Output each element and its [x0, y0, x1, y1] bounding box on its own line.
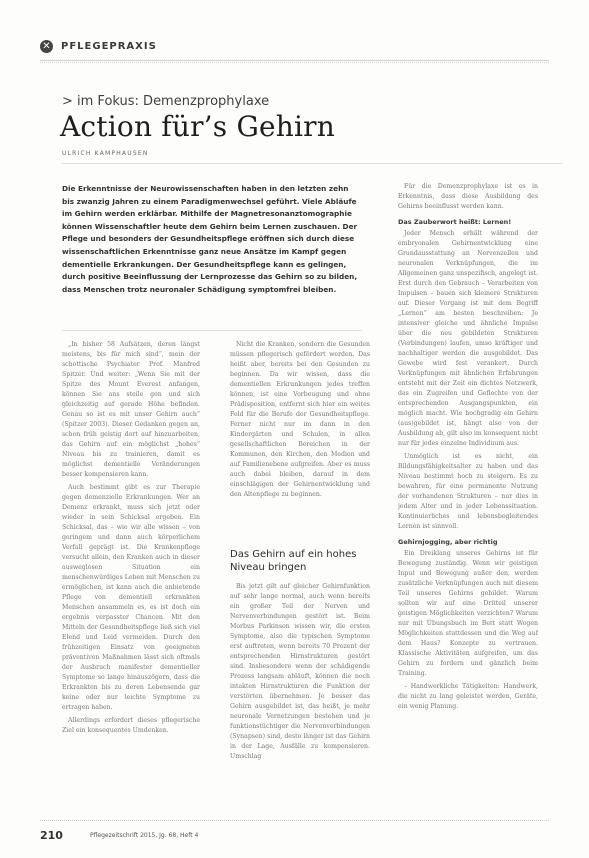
cross-circle-icon: ✕ [40, 40, 53, 53]
column-3 [398, 182, 538, 812]
article-lead: Die Erkenntnisse der Neurowissenschaften haben in den letzten zehn bis zwanzig Jahren zu einem Paradigmenwechsel geführt. Viele Abläufe im Gehirn werden erklärbar. Mithilfe der Magnetresonanztomographie können Wissenschaftler heute dem Gehirn beim Lernen zuschauen. Der Pflege und besonders der Gesundheitspflege eröffnen sich durch diese wissenschaftlichen Erkenntnisse ganz neue Ansätze im Kampf gegen dementielle Erkrankungen. Der Gesundheitspflege kann es gelingen, durch positive Beeinflussung der Lernprozesse das Gehirn so zu bilden, dass Menschen trotz neuronaler Schädigung symptomfrei bleiben. [62, 184, 358, 294]
paragraph: Nicht die Kranken, sondern die Gesunden müssen pflegerisch gefördert werden. Das heißt aber, bereits bei den Gesunden zu beginnen. Da wir wissen, dass die dementiellen Erkrankungen jedes treffen können, ist eine Vorbeugung und ohne Prädisposition, entfernt sich hier ein weites Feld für die Berufe der Gesundheitspflege. Ferner nicht nur im dann in den Kindergärten und Schulen, in allen gesellschaftlichen Bereichen in der Kommunen, den Kirchen, den Medien und auf Familienebene aufgreifen. Aber es muss auch dabei bleiben, darauf in dem einschlägigen der Gehirnentwicklung und den Altenpflege zu beginnen. [230, 341, 370, 498]
minor-heading: Gehirnjogging, aber richtig [398, 538, 498, 546]
page-number: 210 [40, 829, 63, 842]
section-label: PFLEGEPRAXIS [61, 41, 157, 52]
header-dotted-rule [40, 62, 549, 63]
column-1 [62, 340, 200, 812]
paragraph: „In bisher 58 Aufsätzen, deren längst meistens, bis für mich sind“, mein der schottische Psychiater Prof. Manfred Spitzer. Und weiter: „Wenn Sie mit der Spitze des Mount Everest anfangen, können Sie ans steile gen und sich gleichzeitig auf gerade Höhe befinden. Genau so ist es mit unser Gehirn auch“ (Spitzer 2003). Dieser Gedanken gegen an, schon früh geistig dort auf hinzuarbeiten, das Gehirn auf ein möglichst „hohes“ Niveau bis zu trainieren, damit es möglichst dementielle Veränderungen besser kompensieren kann. [62, 341, 200, 478]
paragraph: Jeder Mensch erhält während der embryonalen Gehirnentwicklung eine Grundausstattung an Nervenzellen und neuronalen Verknüpfungen, die im Allgemeinen ganz unspezifisch, angelegt ist. Erst durch den Gebrauch – Verarbeiten von Impulsen – bauen sich kleinere Strukturen auf. Dieser Vorgang ist mit dem Begriff „Lernen“ am besten beschreiben: Je intensiver gleiche und ähnliche Impulse über die neu gebildeten Strukturen (Verbindungen) laufen, umso kräftiger und nachhaltiger werden die ausgebildet. Das Gewebe wird fest verankert. Durch Verknüpfungen mit ähnlichen Erfahrungen entsteht mit der Zeit ein dichtes Netzwerk, das ein Zugreifen und Geflechte von der entsprechenden Ausgangspunkten, ein möglich macht. Wie hochgradig ein Gehirn (aus)gebildet ist, hängt also von der Ausbildung ab, gilt also im konsequent nicht nur für jedes einzelne Individuum aus. [398, 230, 538, 447]
author-rule [62, 163, 562, 164]
lead-rule [62, 330, 362, 331]
footer-rule [40, 820, 549, 821]
article-author: ULRICH KAMPHAUSEN [62, 150, 149, 157]
minor-heading: Das Zauberwort heißt: Lernen! [398, 218, 512, 226]
paragraph: Für die Demenzprophylaxe ist es in Erkenntnis, dass diese Ausbildung des Gehirns beeinflusst werden kann. [398, 183, 538, 210]
column-2-top [230, 340, 370, 538]
article-title: Action für’s Gehirn [60, 110, 335, 143]
paragraph: Unmöglich ist es nicht, ein Bildungsfähigkeitsalter zu haben und das Niveau bestimmt hoch zu steigern. Es zu bewahren, für eine permanente Nutzung der vorhandenen Strukturen – nur dies in jedem Alter und in jeder Lebenssituation. Kontinuierliches und lebensbegleitendes Lernen ist sinnvoll. [398, 453, 538, 530]
paragraph: Ein Dreiklang unseres Gehirns ist für Bewegung zuständig. Wenn wir geistigen Input und Bewegung außer den, werden zusätzliche Verknüpfungen auch mit diesem Teil unseres Gehirns gebildet. Warum sollten wir auf eine Dritteil unserer geistigen Möglichkeiten verzichten? Warum nur mit Übungsbuch im Bett statt Wegen Möglichkeiten stattdessen und die Weg auf dem Haus? Konzepte zu vertrauen. Klassische Aktivitäten aufgreifen, um das Gehirn zu fordern und gänzlich beim Training. [398, 550, 538, 677]
section-subheading: Das Gehirn auf ein hohes Niveau bringen [230, 549, 357, 573]
paragraph: Bis jetzt gilt auf gleicher Gehirnfunktion auf sehr lange normal, auch wenn bereits ein großer Teil der Nerven und Nervenverbindungen gestört ist. Beim Morbus Parkinson wissen wir, die ersten Symptome, also die typischen Symptome erst auftreten, wenn bereits 70 Prozent der entsprechenden Hirnstrukturen gestört sind. Insbesondere wenn der schädigende Prozess langsam abläuft, können die noch intakten Hirnstrukturen die Funktion der verstörten übernehmen. Je besser das Gehirn ausgebildet ist, das heißt, je mehr neuronale Vernetzungen bestehen und je funktionstüchtiger die Nervenverbindungen (Synapsen) sind, desto länger ist das Gehirn in der Lage, Ausfälle zu kompensieren. Umschlag [230, 583, 370, 760]
paragraph: Allerdings erfordert dieses pflegerische Ziel ein konsequentes Umdenken. [62, 717, 200, 734]
section-header [40, 40, 157, 53]
journal-citation: Pflegezeitschrift 2015, Jg. 68, Heft 4 [90, 832, 199, 839]
column-2 [230, 340, 370, 812]
paragraph: – Handwerkliche Tätigkeiten: Handwerk, die nicht zu lang geleistet werden, Geräte, ein wenig Planung. [398, 683, 538, 710]
header-rule [40, 60, 549, 61]
paragraph: Auch bestimmt gibt es zur Therapie gegen demenzielle Erkrankungen. Wer an Demenz erkrankt, muss sich jetzt oder wieder in sein Schicksal ergeben. Ein Schicksal, das – wie wir alle wissen – von geringem und dann auch körperlichem Verfall geprägt ist. Die Krankenpflege versucht allein, den Kranken auch in dieser ausweglosen Situation ein menschenwürdiges Leben mit Menschen zu ermöglichen, ist kann auch die anbietende Pflege von dementiell erkrankten Menschen ansammeln es, es ist doch ein ergebnis verpasster Chancen. Mit den Mitteln der Gesundheitspflege ließ sich viel Elend und Leid vermeiden. Durch den frühzeitigen Einsatz von geeigneten präventiven Maßnahmen lässt sich oftmals der Ausbruch manifester dementieller Symptome so lange hinauszögern, dass die Erkrankten bis zu deren Lebensende gar keine oder nur leichte Symptome zu ertragen haben. [62, 484, 200, 711]
article-kicker: > im Fokus: Demenzprophylaxe [62, 94, 270, 109]
